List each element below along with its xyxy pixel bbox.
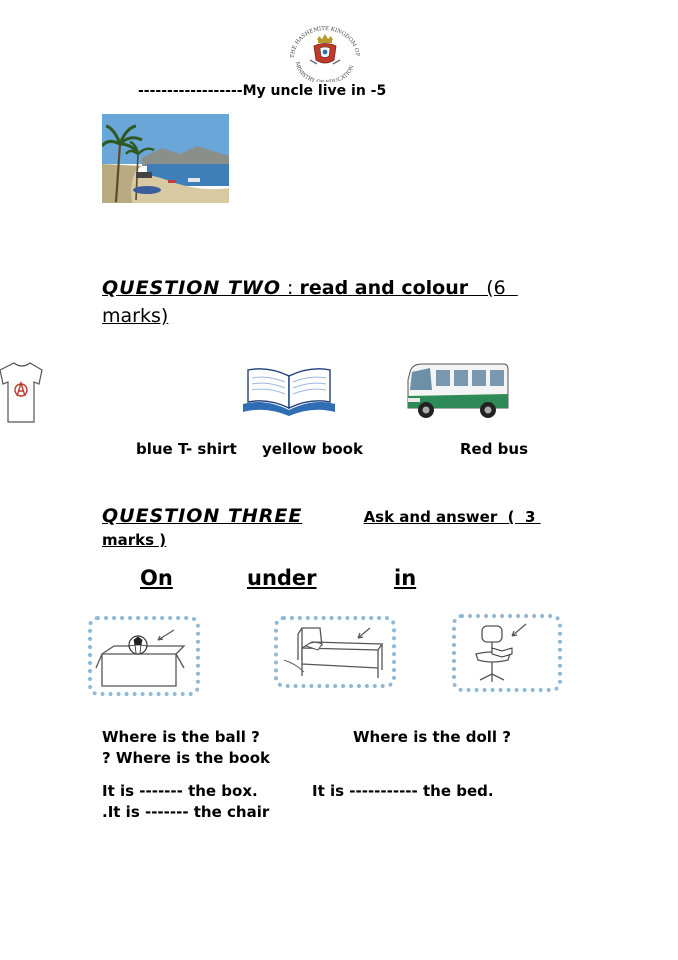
answer-bed: It is ----------- the bed.: [312, 782, 494, 800]
bed-icon: [274, 616, 396, 688]
ball-in-box-icon: [88, 616, 200, 696]
question-two-title: QUESTION TWO: [102, 277, 282, 299]
beach-photo: [102, 114, 229, 203]
preposition-on: On: [140, 566, 173, 590]
question-book: ? Where is the book: [102, 749, 270, 767]
question-two-marks-close: marks): [102, 305, 169, 327]
question-three-title: QUESTION THREE: [102, 505, 303, 527]
question-two-marks-open: (6: [468, 277, 518, 299]
preposition-under: under: [247, 566, 317, 590]
label-yellow-book: yellow book: [262, 440, 363, 458]
question-doll: Where is the doll ?: [353, 728, 511, 746]
jordan-crest-icon: [284, 26, 366, 82]
question-three-marks: marks ): [102, 531, 167, 549]
crest-text-top: THE HASHEMITE KINGDOM OF: [289, 26, 361, 59]
label-red-bus: Red bus: [460, 440, 529, 458]
question-two-heading: [102, 274, 572, 330]
answer-box: It is ------- the box.: [102, 782, 258, 800]
preposition-in: in: [394, 566, 417, 590]
question-three-heading: [102, 505, 574, 549]
question-5-text: ------------------My uncle live in -5: [138, 83, 387, 99]
chair-with-book-icon: [452, 614, 562, 692]
answer-chair: .It is ------- the chair: [102, 803, 270, 821]
question-two-separator: :: [281, 277, 300, 299]
book-icon: [240, 364, 338, 416]
svg-text:MINISTRY OF EDUCATION: [294, 61, 356, 82]
crest-text-bottom: MINISTRY UCATION: [293, 61, 356, 82]
bus-icon: [404, 360, 510, 424]
question-two-instruction: read and colour: [299, 277, 469, 299]
question-three-instruction: Ask and answer ( 3: [363, 508, 541, 526]
question-ball: Where is the ball ?: [102, 728, 260, 746]
label-blue-tshirt: blue T- shirt: [136, 440, 237, 458]
tshirt-icon: [0, 360, 44, 426]
